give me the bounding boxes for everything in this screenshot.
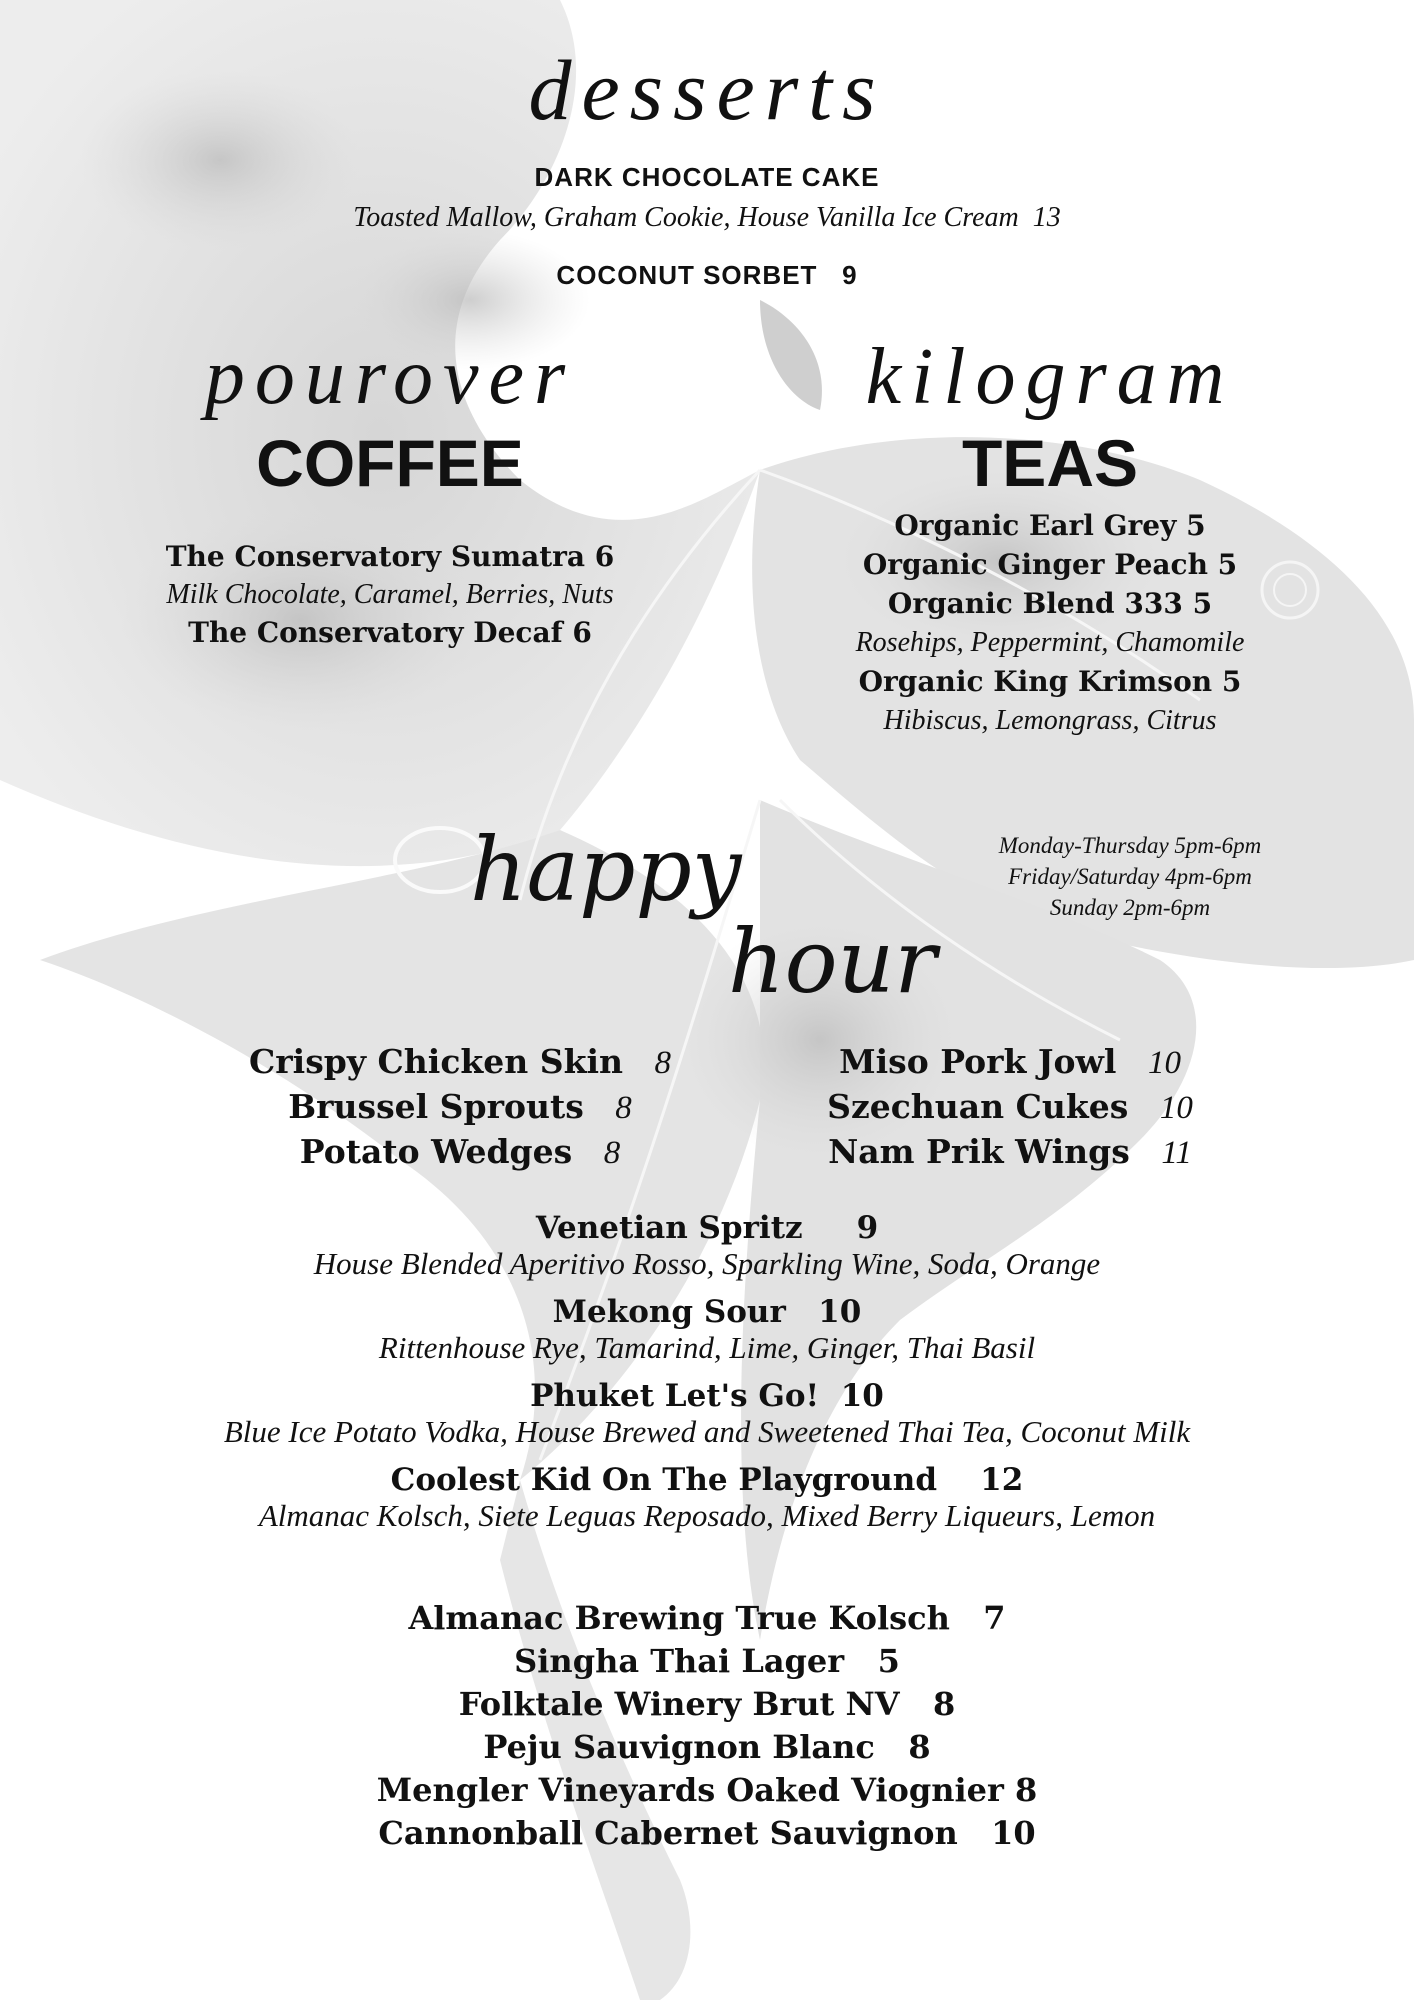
beer-wine-list xyxy=(0,1597,1414,1855)
cocktail-name: Mekong Sour 10 xyxy=(552,1294,862,1330)
food-item: Szechuan Cukes 10 xyxy=(827,1087,1193,1126)
happy-hour-word-2: hour xyxy=(728,910,937,1013)
drink-item: Almanac Brewing True Kolsch 7 xyxy=(408,1599,1006,1637)
food-list-right xyxy=(780,1040,1240,1175)
coffee-item-desc: Milk Chocolate, Caramel, Berries, Nuts xyxy=(166,579,614,610)
cocktail-entry xyxy=(0,1210,1414,1282)
drink-item: Peju Sauvignon Blanc 8 xyxy=(483,1728,931,1766)
food-item: Miso Pork Jowl 10 xyxy=(839,1042,1181,1081)
food-item: Brussel Sprouts 8 xyxy=(288,1087,632,1126)
coffee-caps-title: COFFEE xyxy=(256,426,524,500)
cocktail-desc: Rittenhouse Rye, Tamarind, Lime, Ginger, Thai Basil xyxy=(378,1330,1036,1365)
cocktail-desc: House Blended Aperitivo Rosso, Sparkling Wine, Soda, Orange xyxy=(313,1246,1101,1281)
happy-hour-time-line: Monday-Thursday 5pm-6pm xyxy=(998,833,1262,858)
cocktail-entry xyxy=(0,1378,1414,1450)
coffee-list xyxy=(40,538,740,652)
dessert-item-desc: Toasted Mallow, Graham Cookie, House Vanilla Ice Cream 13 xyxy=(353,202,1061,233)
teas-list xyxy=(700,506,1400,740)
coffee-script-title: pourover xyxy=(204,333,576,421)
happy-hour-times xyxy=(930,830,1330,923)
cocktail-desc: Blue Ice Potato Vodka, House Brewed and Sweetened Thai Tea, Coconut Milk xyxy=(223,1414,1191,1449)
happy-hour-time-line: Friday/Saturday 4pm-6pm xyxy=(1008,864,1252,889)
coffee-item: The Conservatory Sumatra 6 xyxy=(165,540,615,573)
teas-script-title: kilogram xyxy=(865,333,1235,421)
drink-item: Folktale Winery Brut NV 8 xyxy=(458,1685,956,1723)
teas-caps-title: TEAS xyxy=(961,426,1139,500)
tea-item-desc: Rosehips, Peppermint, Chamomile xyxy=(855,627,1245,658)
drink-item: Singha Thai Lager 5 xyxy=(514,1642,900,1680)
desserts-title: desserts xyxy=(528,42,886,138)
food-item: Potato Wedges 8 xyxy=(299,1132,621,1171)
dessert-item-name: COCONUT SORBET 9 xyxy=(556,260,858,290)
drink-item: Cannonball Cabernet Sauvignon 10 xyxy=(378,1814,1036,1852)
tea-item-desc: Hibiscus, Lemongrass, Citrus xyxy=(883,705,1217,736)
cocktail-name: Venetian Spritz 9 xyxy=(535,1210,879,1246)
cocktail-desc: Almanac Kolsch, Siete Leguas Reposado, Mixed Berry Liqueurs, Lemon xyxy=(258,1498,1156,1533)
tea-item: Organic Blend 333 5 xyxy=(887,587,1213,620)
cocktail-entry xyxy=(0,1462,1414,1534)
tea-item: Organic Earl Grey 5 xyxy=(894,509,1206,542)
food-item: Nam Prik Wings 11 xyxy=(828,1132,1192,1171)
food-list-left xyxy=(230,1040,690,1175)
happy-hour-word-1: happy xyxy=(470,818,742,921)
tea-item: Organic King Krimson 5 xyxy=(858,665,1242,698)
dessert-item-name: DARK CHOCOLATE CAKE xyxy=(534,162,880,192)
cocktail-name: Phuket Let's Go! 10 xyxy=(530,1378,884,1414)
coffee-item: The Conservatory Decaf 6 xyxy=(188,616,592,649)
food-item: Crispy Chicken Skin 8 xyxy=(249,1042,671,1081)
cocktail-list xyxy=(0,1210,1414,1534)
tea-item: Organic Ginger Peach 5 xyxy=(862,548,1238,581)
cocktail-name: Coolest Kid On The Playground 12 xyxy=(390,1462,1024,1498)
drink-item: Mengler Vineyards Oaked Viognier 8 xyxy=(376,1771,1038,1809)
happy-hour-time-line: Sunday 2pm-6pm xyxy=(1049,895,1211,920)
cocktail-entry xyxy=(0,1294,1414,1366)
